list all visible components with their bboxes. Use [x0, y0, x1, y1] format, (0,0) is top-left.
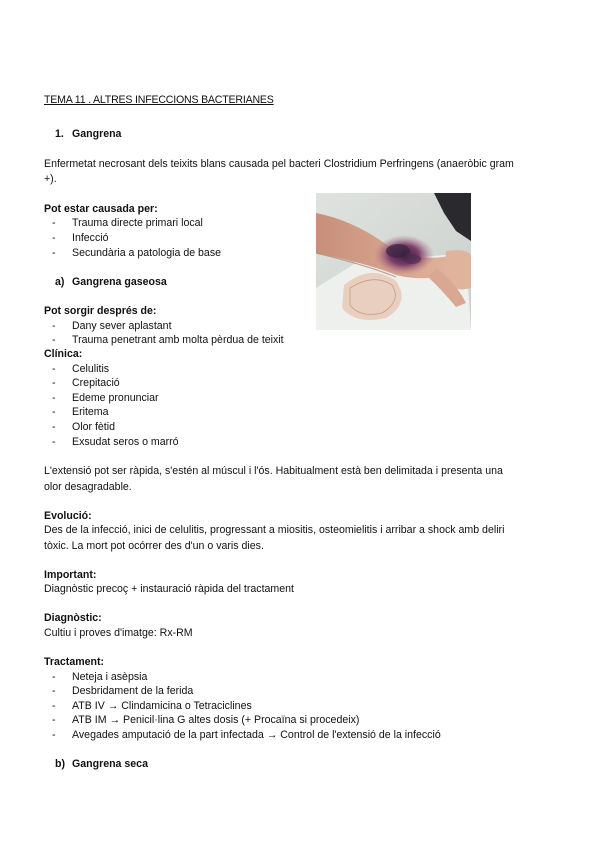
list-item-text: Secundària a patologia de base: [72, 247, 222, 259]
page-title: TEMA 11 . ALTRES INFECCIONS BACTERIANES: [44, 94, 274, 106]
list-item-text: Infecció: [72, 232, 109, 244]
after-heading: Pot sorgir després de:: [44, 305, 157, 317]
important-heading: Important:: [44, 569, 97, 581]
list-item-text: Celulitis: [72, 363, 110, 375]
list-item-text: Olor fètid: [72, 421, 115, 433]
bullet: -: [52, 436, 56, 448]
subsection-heading-gaseosa: [55, 276, 167, 289]
subsection-label: a): [55, 276, 65, 288]
list-item: [52, 421, 115, 434]
bullet: -: [52, 406, 56, 418]
diagnostic-text: Cultiu i proves d'imatge: Rx-RM: [44, 627, 193, 639]
subsection-label: b): [55, 758, 65, 770]
list-item-text: ATB IV → Clindamicina o Tetraciclines: [72, 700, 252, 712]
list-item-text: Trauma directe primari local: [72, 217, 203, 229]
bullet: -: [52, 685, 56, 697]
bullet: -: [52, 392, 56, 404]
list-item-text: Crepitació: [72, 377, 120, 389]
section-number: 1.: [55, 128, 64, 140]
list-item-text: Eritema: [72, 406, 109, 418]
bullet: -: [52, 334, 56, 346]
evolucio-line-1: Des de la infecció, inici de celulitis, progressant a miositis, osteomielitis i arribar a shock amb deliri: [44, 524, 505, 536]
bullet: -: [52, 377, 56, 389]
list-item: [52, 363, 109, 376]
subsection-heading-seca: [55, 758, 148, 771]
list-item-text: Desbridament de la ferida: [72, 685, 194, 697]
list-item: [52, 392, 159, 405]
causes-heading: Pot estar causada per:: [44, 203, 158, 215]
list-item: [52, 671, 147, 684]
list-item-text: Dany sever aplastant: [72, 320, 172, 332]
list-item: [52, 436, 179, 449]
evolucio-heading: Evolució:: [44, 510, 92, 522]
list-item-text: Neteja i asèpsia: [72, 671, 148, 683]
bullet: -: [52, 421, 56, 433]
section-heading-gangrena: [55, 128, 121, 141]
list-item: [52, 247, 221, 260]
list-item: [52, 729, 441, 742]
extension-line-2: olor desagradable.: [44, 481, 132, 493]
bullet: -: [52, 247, 56, 259]
list-item: [52, 232, 109, 245]
diagnostic-heading: Diagnòstic:: [44, 612, 102, 624]
list-item-text: Avegades amputació de la part infectada → Control de l'extensió de la infecció: [72, 729, 441, 741]
gangrene-arm-photo: [316, 193, 471, 330]
evolucio-line-2: tòxic. La mort pot ocórrer des d'un o varis dies.: [44, 540, 264, 552]
bullet: -: [52, 729, 56, 741]
list-item: [52, 685, 193, 698]
list-item: [52, 700, 252, 713]
subsection-title: Gangrena seca: [72, 758, 148, 770]
bullet: -: [52, 700, 56, 712]
bullet: -: [52, 232, 56, 244]
list-item: [52, 320, 172, 333]
list-item: [52, 334, 284, 347]
tractament-heading: Tractament:: [44, 656, 105, 668]
list-item: [52, 406, 109, 419]
bullet: -: [52, 714, 56, 726]
list-item: [52, 377, 120, 390]
list-item: [52, 714, 359, 727]
list-item: [52, 217, 203, 230]
clinica-heading: Clínica:: [44, 348, 83, 360]
list-item-text: Trauma penetrant amb molta pèrdua de teixit: [72, 334, 284, 346]
bullet: -: [52, 671, 56, 683]
important-text: Diagnòstic precoç + instauració ràpida del tractament: [44, 583, 294, 595]
photo-illustration: [316, 193, 471, 330]
bullet: -: [52, 363, 56, 375]
intro-line-1: Enfermetat necrosant dels teixits blans causada pel bacteri Clostridium Perfringens (anaeròbic gram: [44, 158, 514, 170]
extension-line-1: L'extensió pot ser ràpida, s'estén al múscul i l'ós. Habitualment està ben delimitada i presenta una: [44, 465, 503, 477]
bullet: -: [52, 320, 56, 332]
list-item-text: Exsudat seros o marró: [72, 436, 179, 448]
section-title: Gangrena: [72, 128, 122, 140]
intro-line-2: +).: [44, 173, 57, 185]
list-item-text: ATB IM → Penicil·lina G altes dosis (+ Procaïna si procedeix): [72, 714, 360, 726]
subsection-title: Gangrena gaseosa: [72, 276, 167, 288]
list-item-text: Edeme pronunciar: [72, 392, 159, 404]
bullet: -: [52, 217, 56, 229]
